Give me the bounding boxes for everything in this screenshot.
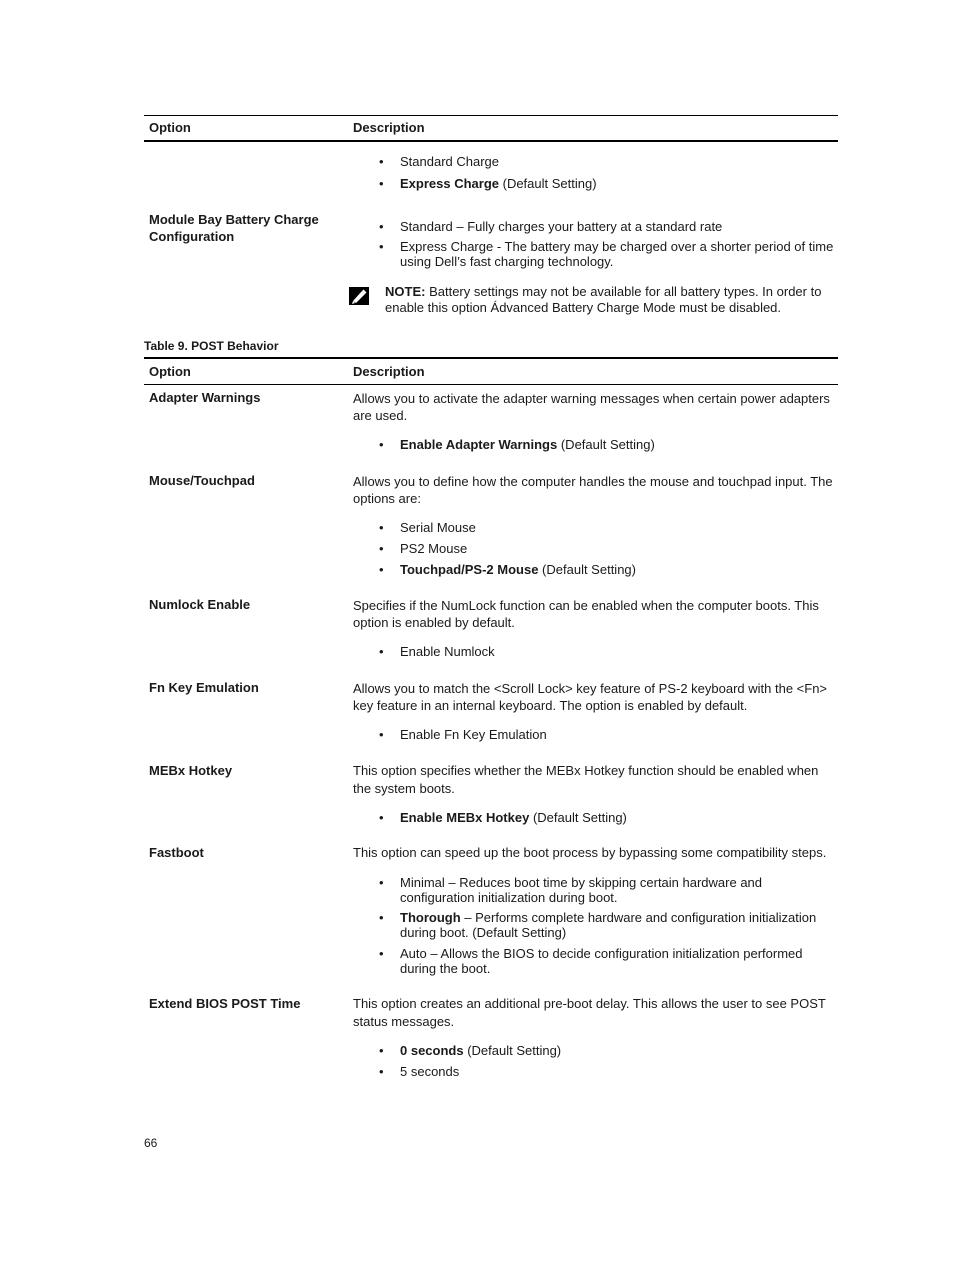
battery-note: NOTE: Battery settings may not be available for all battery types. In order to enable this option Ádvanced Battery Charge Mode must be disabled. xyxy=(385,284,822,315)
list-item: 0 seconds (Default Setting) xyxy=(400,1043,562,1058)
bullet-icon: • xyxy=(379,219,384,234)
table-top-rule xyxy=(144,115,838,116)
table-top-rule xyxy=(144,357,838,359)
bullet-icon: • xyxy=(379,562,384,577)
table-header-option: Option xyxy=(149,364,191,379)
list-item: 5 seconds xyxy=(400,1064,460,1079)
list-item: Enable Fn Key Emulation xyxy=(400,727,547,742)
list-item: Auto – Allows the BIOS to decide configuration initialization performed during the boot. xyxy=(400,946,803,976)
option-description: Allows you to define how the computer handles the mouse and touchpad input. The options are: xyxy=(353,474,833,506)
bullet-icon: • xyxy=(379,1064,384,1079)
option-numlock-enable: Numlock Enable xyxy=(149,597,251,612)
option-mouse-touchpad: Mouse/Touchpad xyxy=(149,473,255,488)
bullet-icon: • xyxy=(379,437,384,452)
bullet-icon: • xyxy=(379,727,384,742)
option-description: This option can speed up the boot process by bypassing some compatibility steps. xyxy=(353,845,827,860)
option-fn-key-emulation: Fn Key Emulation xyxy=(149,680,259,695)
list-item: Standard Charge xyxy=(400,154,500,169)
bullet-icon: • xyxy=(379,810,384,825)
list-item: Express Charge - The battery may be charged over a shorter period of time using Dell’s fast charging technology. xyxy=(400,239,834,269)
option-description: This option creates an additional pre-boot delay. This allows the user to see POST status messages. xyxy=(353,996,826,1029)
list-item: Thorough – Performs complete hardware and configuration initialization during boot. (Default Setting) xyxy=(400,910,817,940)
bullet-icon: • xyxy=(379,946,384,961)
list-item: PS2 Mouse xyxy=(400,541,468,556)
option-module-bay-battery-charge: Module Bay Battery Charge Configuration xyxy=(149,212,319,244)
option-fastboot: Fastboot xyxy=(149,845,204,860)
table-header-rule xyxy=(144,384,838,385)
list-item: Minimal – Reduces boot time by skipping certain hardware and configuration initialization during boot. xyxy=(400,875,763,905)
option-adapter-warnings: Adapter Warnings xyxy=(149,390,261,405)
option-description: This option specifies whether the MEBx Hotkey function should be enabled when the system boots. xyxy=(353,763,819,796)
table-caption: Table 9. POST Behavior xyxy=(144,339,279,353)
list-item: Express Charge (Default Setting) xyxy=(400,176,597,191)
list-item: Enable MEBx Hotkey (Default Setting) xyxy=(400,810,627,825)
list-item: Touchpad/PS-2 Mouse (Default Setting) xyxy=(400,562,636,577)
table-header-rule xyxy=(144,140,838,142)
table-header-option: Option xyxy=(149,120,191,135)
bullet-icon: • xyxy=(379,154,384,169)
list-item: Enable Numlock xyxy=(400,644,495,659)
bullet-icon: • xyxy=(379,875,384,890)
list-item: Serial Mouse xyxy=(400,520,476,535)
page-number: 66 xyxy=(144,1136,158,1150)
list-item: Standard – Fully charges your battery at a standard rate xyxy=(400,219,723,234)
option-description: Allows you to activate the adapter warning messages when certain power adapters are used. xyxy=(353,391,830,423)
list-item: Enable Adapter Warnings (Default Setting) xyxy=(400,437,655,452)
bullet-icon: • xyxy=(379,520,384,535)
option-description: Allows you to match the <Scroll Lock> key feature of PS-2 keyboard with the <Fn> key feature in an internal keyboard. The option is enabled by default. xyxy=(353,681,828,713)
bullet-icon: • xyxy=(379,176,384,191)
table-header-description: Description xyxy=(353,364,425,379)
option-mebx-hotkey: MEBx Hotkey xyxy=(149,763,233,778)
bullet-icon: • xyxy=(379,644,384,659)
option-description: Specifies if the NumLock function can be enabled when the computer boots. This option is enabled by default. xyxy=(353,598,819,630)
option-extend-bios-post-time: Extend BIOS POST Time xyxy=(149,996,301,1011)
bullet-icon: • xyxy=(379,910,384,925)
bullet-icon: • xyxy=(379,239,384,254)
bullet-icon: • xyxy=(379,541,384,556)
bullet-icon: • xyxy=(379,1043,384,1058)
table-header-description: Description xyxy=(353,120,425,135)
note-pencil-icon xyxy=(348,286,370,306)
